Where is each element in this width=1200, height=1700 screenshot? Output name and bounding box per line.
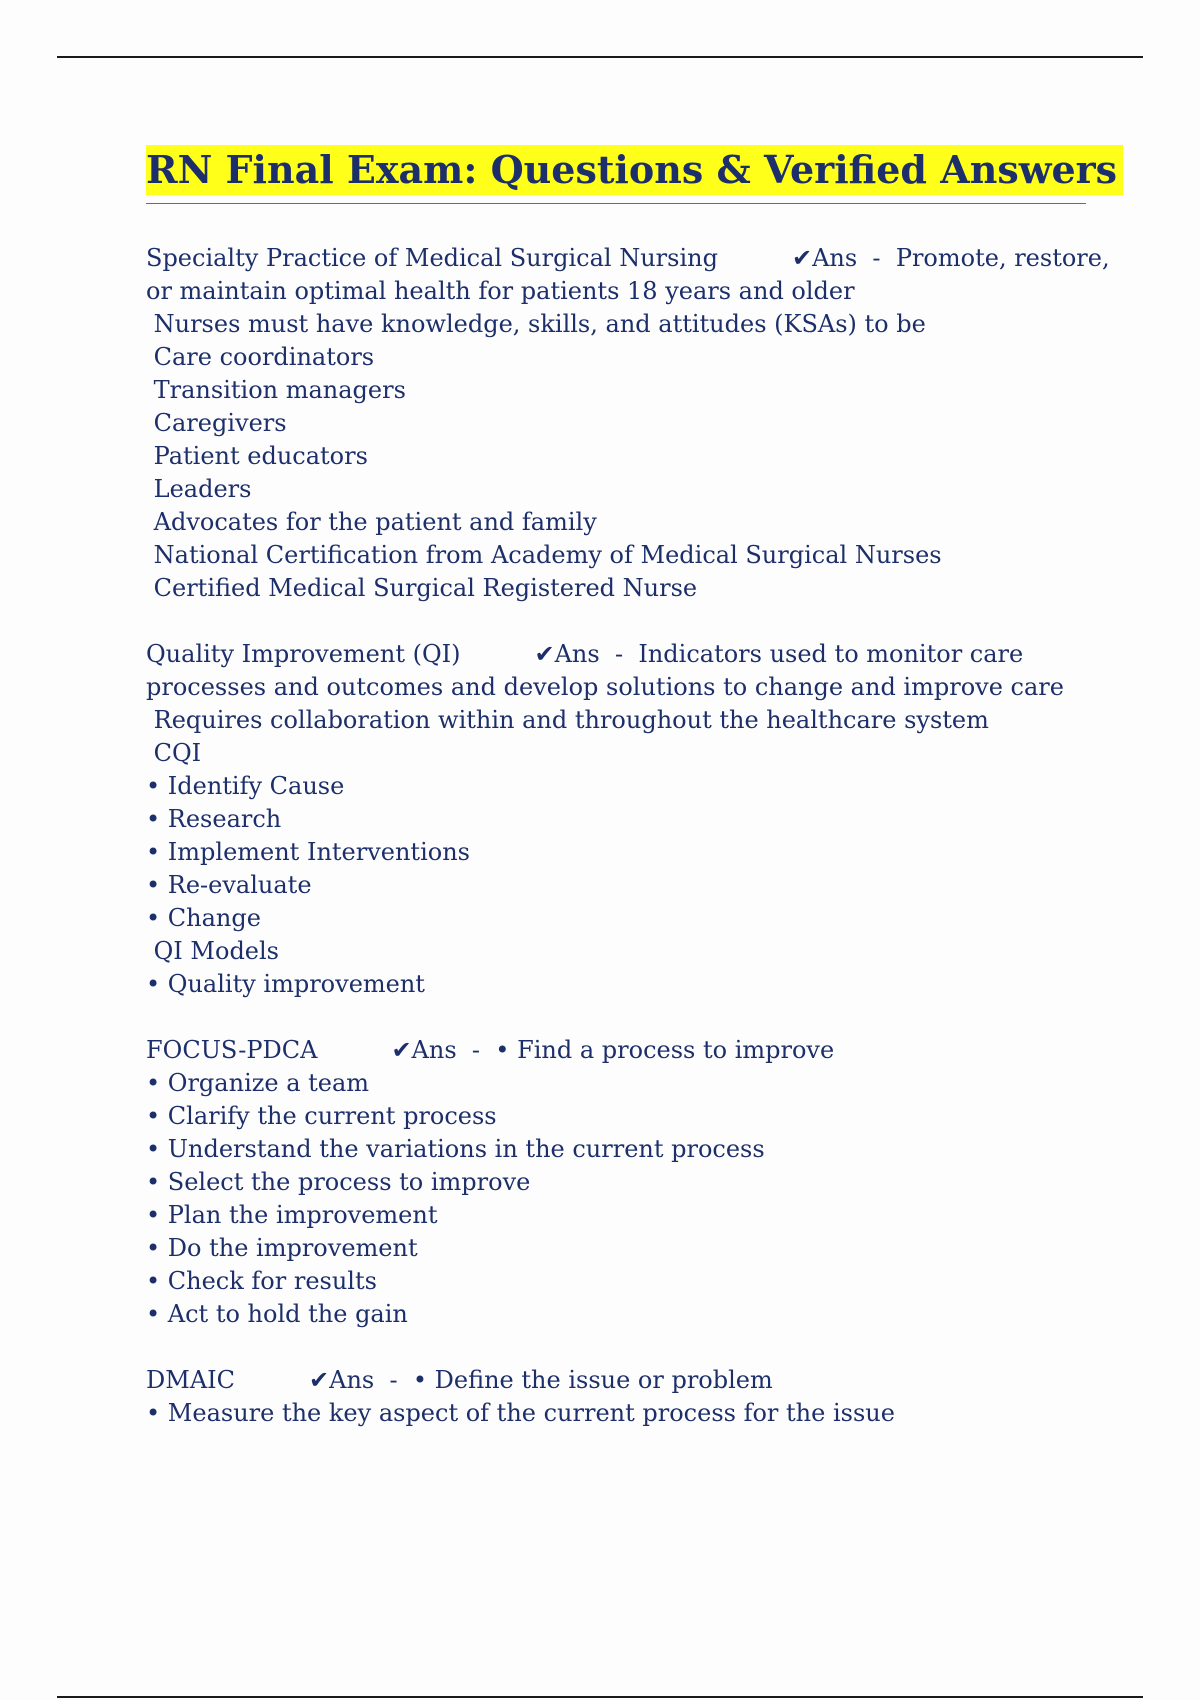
answer-line: • Understand the variations in the current process — [146, 1135, 765, 1163]
answer-line: • Implement Interventions — [146, 838, 470, 866]
answer-line: • Research — [146, 805, 282, 833]
answer-text: • Define the issue or problem — [412, 1366, 773, 1394]
answer-line: • Act to hold the gain — [146, 1300, 408, 1328]
qa-item — [146, 1034, 1086, 1331]
answer-line: Care coordinators — [146, 343, 375, 371]
answer-label: ✔Ans - — [791, 244, 889, 272]
answer-label: ✔Ans - — [534, 640, 631, 668]
qa-item — [146, 638, 1086, 1001]
answer-line: processes and outcomes and develop solutions to change and improve care — [146, 673, 1064, 701]
answer-line: Leaders — [146, 475, 252, 503]
qa-first-line — [146, 1034, 1086, 1067]
document-title: RN Final Exam: Questions & Verified Answers — [146, 145, 1123, 195]
qa-first-line — [146, 638, 1086, 671]
answer-line: • Do the improvement — [146, 1234, 418, 1262]
answer-text: Indicators used to monitor care — [638, 640, 1024, 668]
answer-line: • Quality improvement — [146, 970, 425, 998]
qa-item — [146, 1364, 1086, 1430]
qa-item — [146, 242, 1110, 605]
answer-line: or maintain optimal health for patients 18 years and older — [146, 277, 855, 305]
answer-line: QI Models — [146, 937, 279, 965]
answer-line: • Re-evaluate — [146, 871, 312, 899]
answer-line: National Certification from Academy of Medical Surgical Nurses — [146, 541, 942, 569]
qa-first-line — [146, 1364, 1086, 1397]
answer-line: Requires collaboration within and throughout the healthcare system — [146, 706, 989, 734]
answer-text: • Find a process to improve — [495, 1036, 835, 1064]
answer-line: Nurses must have knowledge, skills, and attitudes (KSAs) to be — [146, 310, 926, 338]
answer-line: • Measure the key aspect of the current process for the issue — [146, 1399, 895, 1427]
answer-line: • Select the process to improve — [146, 1168, 531, 1196]
answer-label: ✔Ans - — [391, 1036, 488, 1064]
document-body — [146, 145, 1118, 1430]
question-text: DMAIC — [146, 1366, 235, 1394]
answer-line: Certified Medical Surgical Registered Nurse — [146, 574, 698, 602]
answer-text: Promote, restore, — [895, 244, 1110, 272]
answer-line: CQI — [146, 739, 202, 767]
answer-line: • Change — [146, 904, 261, 932]
answer-line: • Plan the improvement — [146, 1201, 438, 1229]
answer-line: Advocates for the patient and family — [146, 508, 597, 536]
answer-line: • Clarify the current process — [146, 1102, 497, 1130]
question-text: FOCUS-PDCA — [146, 1036, 318, 1064]
question-text: Specialty Practice of Medical Surgical Nursing — [146, 244, 718, 272]
answer-line: • Identify Cause — [146, 772, 345, 800]
answer-line: • Check for results — [146, 1267, 377, 1295]
answer-line: Caregivers — [146, 409, 287, 437]
header-rule — [57, 56, 1143, 58]
question-text: Quality Improvement (QI) — [146, 640, 461, 668]
answer-line: Patient educators — [146, 442, 368, 470]
footer-rule — [57, 1696, 1143, 1698]
qa-first-line — [146, 242, 1110, 275]
answer-line: • Organize a team — [146, 1069, 370, 1097]
title-block — [146, 145, 1118, 204]
answer-label: ✔Ans - — [309, 1366, 406, 1394]
answer-line: Transition managers — [146, 376, 406, 404]
